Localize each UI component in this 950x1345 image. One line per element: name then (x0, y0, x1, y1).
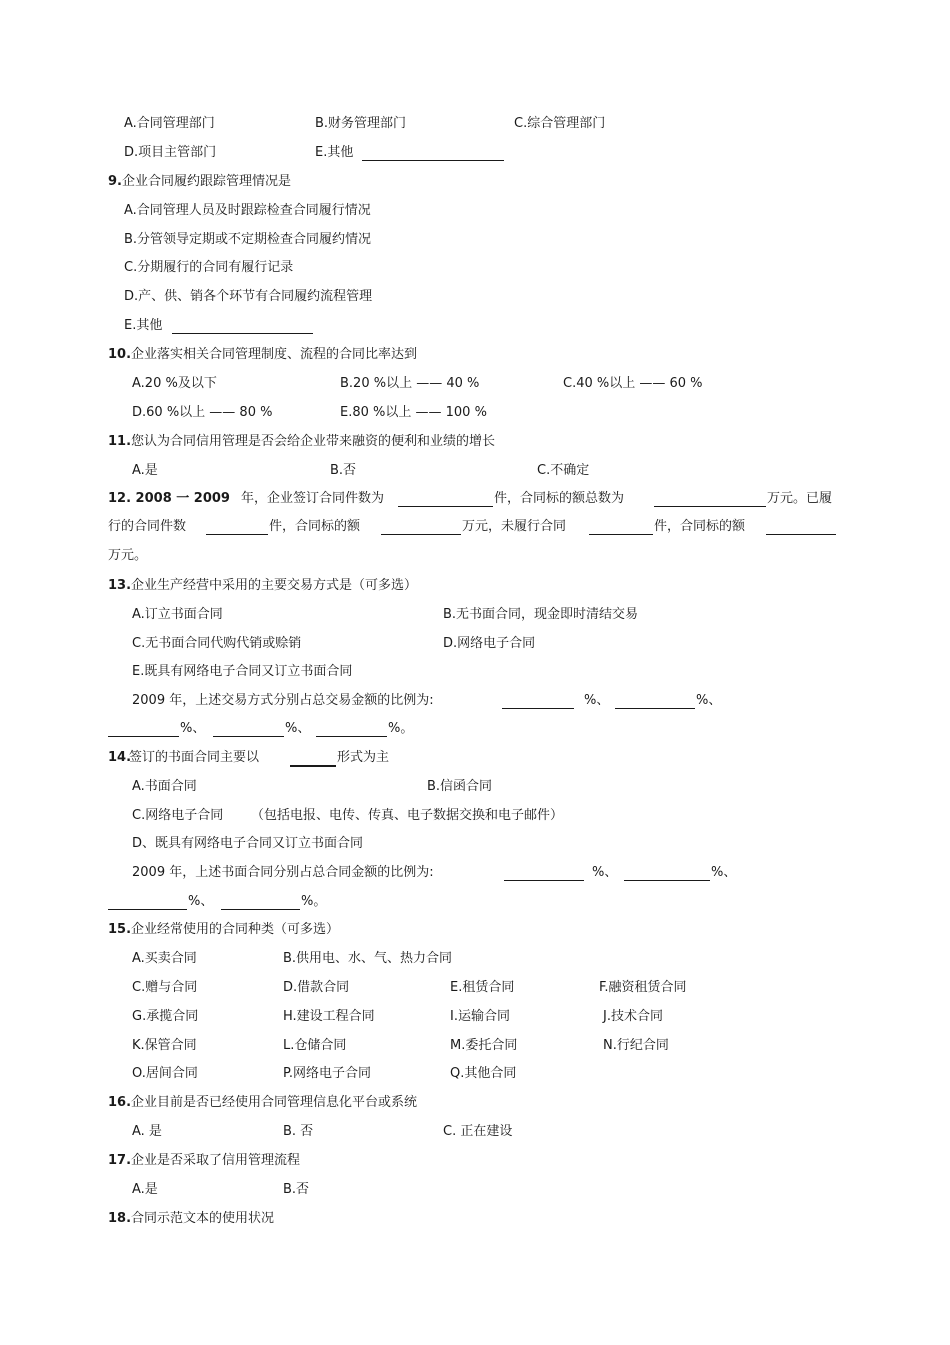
q12-number: 12. 2008 一 2009 (108, 491, 230, 506)
q15-options-row-2 (0, 978, 950, 998)
q12-text-5: 件，合同标的额 (269, 519, 361, 534)
q11-options-row (0, 461, 950, 481)
q15-option-e[interactable]: E.租赁合同 (450, 980, 515, 995)
q15-option-n[interactable]: N.行纪合同 (603, 1038, 669, 1053)
q10-number: 10. (108, 347, 132, 362)
q17-option-b[interactable]: B.否 (283, 1182, 310, 1197)
q8-option-e[interactable]: E.其他 (315, 145, 354, 160)
q10-options-row-1 (0, 374, 950, 394)
q14-pct-3: %、 (188, 894, 214, 909)
q13-ratio-blank-3[interactable] (108, 722, 179, 737)
q16-options-row (0, 1122, 950, 1142)
q12-text-7: 件，合同标的额 (654, 519, 746, 534)
q15-option-f[interactable]: F.融资租赁合同 (599, 980, 687, 995)
q10-option-c[interactable]: C.40 %以上 —— 60 % (563, 376, 703, 391)
q12-text-4: 行的合同件数 (108, 519, 187, 534)
q8-option-b[interactable]: B.财务管理部门 (315, 116, 407, 131)
q14-pct-1: %、 (592, 865, 618, 880)
q12-unperformed-count-blank[interactable] (589, 520, 653, 535)
q9-option-a[interactable]: A.合同管理人员及时跟踪检查合同履行情况 (124, 203, 371, 218)
q8-options-row-1 (0, 114, 950, 134)
q10-question (108, 345, 417, 365)
q14-ratio-blank-1[interactable] (504, 866, 584, 881)
q14-option-c[interactable]: C.网络电子合同 (132, 808, 224, 823)
q13-ratio-line-1 (0, 691, 950, 711)
q9-number: 9. (108, 174, 122, 189)
q13-pct-1: %、 (584, 693, 610, 708)
q14-text-2: 形式为主 (337, 750, 390, 765)
q12-performed-amount-blank[interactable] (381, 520, 461, 535)
q14-form-blank[interactable] (290, 751, 336, 767)
q9-option-e-row (0, 316, 950, 336)
q14-pct-4: %。 (301, 894, 327, 909)
q13-option-e[interactable]: E.既具有网络电子合同又订立书面合同 (132, 664, 353, 679)
q11-option-b[interactable]: B.否 (330, 463, 357, 478)
q9-option-c[interactable]: C.分期履行的合同有履行记录 (124, 260, 294, 275)
q14-ratio-line-2 (0, 892, 950, 912)
q17-option-a[interactable]: A.是 (132, 1182, 158, 1197)
q12-contract-count-blank[interactable] (398, 492, 493, 507)
q13-ratio-blank-4[interactable] (213, 722, 284, 737)
q13-pct-2: %、 (696, 693, 722, 708)
q11-number: 11. (108, 434, 132, 449)
q11-option-c[interactable]: C.不确定 (537, 463, 590, 478)
q15-option-o[interactable]: O.居间合同 (132, 1066, 198, 1081)
q12-text-2: 件，合同标的额总数为 (494, 491, 625, 506)
q17-options-row (0, 1180, 950, 1200)
q9-option-e[interactable]: E.其他 (124, 318, 163, 333)
q12-text-1: 年，企业签订合同件数为 (241, 491, 385, 506)
q14-ratio-text: 2009 年，上述书面合同分别占总合同金额的比例为: (132, 865, 434, 880)
q8-other-blank[interactable] (362, 146, 504, 161)
q11-text: 您认为合同信用管理是否会给企业带来融资的便利和业绩的增长 (131, 434, 496, 449)
q15-option-b[interactable]: B.供用电、水、气、热力合同 (283, 951, 453, 966)
q15-option-m[interactable]: M.委托合同 (450, 1038, 518, 1053)
q9-other-blank[interactable] (172, 319, 313, 334)
q15-options-row-5 (0, 1064, 950, 1084)
q15-option-q[interactable]: Q.其他合同 (450, 1066, 517, 1081)
q13-ratio-text: 2009 年，上述交易方式分别占总交易金额的比例为: (132, 693, 434, 708)
q13-ratio-blank-5[interactable] (316, 722, 387, 737)
q13-option-a[interactable]: A.订立书面合同 (132, 607, 223, 622)
q15-option-l[interactable]: L.仓储合同 (283, 1038, 347, 1053)
q12-unperformed-amount-blank[interactable] (766, 520, 836, 535)
q12-text-8: 万元。 (108, 548, 148, 563)
q12-text-6: 万元，未履行合同 (462, 519, 567, 534)
q15-option-j[interactable]: J.技术合同 (603, 1009, 663, 1024)
q16-option-c[interactable]: C. 正在建设 (443, 1124, 513, 1139)
q15-text: 企业经常使用的合同种类（可多选） (131, 922, 340, 937)
q16-question (108, 1093, 417, 1113)
q13-pct-5: %。 (388, 721, 414, 736)
q13-option-d[interactable]: D.网络电子合同 (443, 636, 536, 651)
q17-question (108, 1151, 300, 1171)
q9-text: 企业合同履约跟踪管理情况是 (121, 174, 291, 189)
q15-options-row-3 (0, 1007, 950, 1027)
q13-option-c[interactable]: C.无书面合同代购代销或赊销 (132, 636, 302, 651)
q10-option-a[interactable]: A.20 %及以下 (132, 376, 217, 391)
q14-option-c-note: （包括电报、电传、传真、电子数据交换和电子邮件） (251, 808, 564, 823)
q14-option-a[interactable]: A.书面合同 (132, 779, 197, 794)
q16-number: 16. (108, 1095, 132, 1110)
q8-option-d[interactable]: D.项目主管部门 (124, 145, 217, 160)
q15-option-g[interactable]: G.承揽合同 (132, 1009, 199, 1024)
q13-ratio-blank-2[interactable] (615, 694, 695, 709)
q13-pct-4: %、 (285, 721, 311, 736)
q10-option-e[interactable]: E.80 %以上 —— 100 % (340, 405, 487, 420)
q9-option-d[interactable]: D.产、供、销各个环节有合同履约流程管理 (124, 289, 373, 304)
q8-option-c[interactable]: C.综合管理部门 (514, 116, 606, 131)
q10-text: 企业落实相关合同管理制度、流程的合同比率达到 (131, 347, 418, 362)
q15-option-a[interactable]: A.买卖合同 (132, 951, 197, 966)
q14-option-b[interactable]: B.信函合同 (427, 779, 493, 794)
q15-options-row-4 (0, 1036, 950, 1056)
q13-number: 13. (108, 578, 132, 593)
q18-number: 18. (108, 1211, 132, 1226)
q16-option-a[interactable]: A. 是 (132, 1124, 162, 1139)
q14-number: 14. (108, 750, 132, 765)
q16-text: 企业目前是否已经使用合同管理信息化平台或系统 (131, 1095, 418, 1110)
q10-options-row-2 (0, 403, 950, 423)
q12-line-1 (0, 489, 950, 509)
q13-question (108, 576, 417, 596)
q13-options-row-1 (0, 605, 950, 625)
q12-performed-count-blank[interactable] (206, 520, 268, 535)
q15-option-d[interactable]: D.借款合同 (283, 980, 350, 995)
q15-question (108, 920, 339, 940)
q15-option-i[interactable]: I.运输合同 (450, 1009, 510, 1024)
q14-text-1: 签订的书面合同主要以 (129, 750, 260, 765)
q14-options-row-2 (0, 806, 950, 826)
q14-option-d[interactable]: D、既具有网络电子合同又订立书面合同 (132, 836, 364, 851)
q13-options-row-2 (0, 634, 950, 654)
q8-option-a[interactable]: A.合同管理部门 (124, 116, 215, 131)
q14-question (0, 748, 950, 768)
q17-text: 企业是否采取了信用管理流程 (131, 1153, 301, 1168)
q12-line-2 (0, 517, 950, 537)
q15-option-h[interactable]: H.建设工程合同 (283, 1009, 375, 1024)
q17-number: 17. (108, 1153, 132, 1168)
q15-option-c[interactable]: C.赠与合同 (132, 980, 198, 995)
q15-option-k[interactable]: K.保管合同 (132, 1038, 197, 1053)
q13-option-b[interactable]: B.无书面合同，现金即时清结交易 (443, 607, 639, 622)
q13-pct-3: %、 (180, 721, 206, 736)
q10-option-b[interactable]: B.20 %以上 —— 40 % (340, 376, 480, 391)
q15-number: 15. (108, 922, 132, 937)
q14-ratio-line-1 (0, 863, 950, 883)
q11-question (108, 432, 495, 452)
q12-total-amount-blank[interactable] (654, 492, 766, 507)
q13-text: 企业生产经营中采用的主要交易方式是（可多选） (131, 578, 418, 593)
q12-text-3: 万元。已履 (767, 491, 833, 506)
q15-options-row-1 (0, 949, 950, 969)
q14-ratio-blank-2[interactable] (624, 866, 710, 881)
q8-options-row-2 (0, 143, 950, 163)
q14-pct-2: %、 (711, 865, 737, 880)
q9-option-b[interactable]: B.分管领导定期或不定期检查合同履约情况 (124, 232, 372, 247)
q13-ratio-line-2 (0, 719, 950, 739)
q14-options-row-1 (0, 777, 950, 797)
q14-ratio-blank-4[interactable] (221, 895, 300, 910)
q9-question (108, 172, 291, 192)
q18-text: 合同示范文本的使用状况 (131, 1211, 275, 1226)
q15-option-p[interactable]: P.网络电子合同 (283, 1066, 371, 1081)
q18-question (108, 1209, 274, 1229)
q14-ratio-blank-3[interactable] (108, 895, 187, 910)
q10-option-d[interactable]: D.60 %以上 —— 80 % (132, 405, 273, 420)
q16-option-b[interactable]: B. 否 (283, 1124, 314, 1139)
q13-ratio-blank-1[interactable] (502, 694, 574, 709)
q11-option-a[interactable]: A.是 (132, 463, 158, 478)
